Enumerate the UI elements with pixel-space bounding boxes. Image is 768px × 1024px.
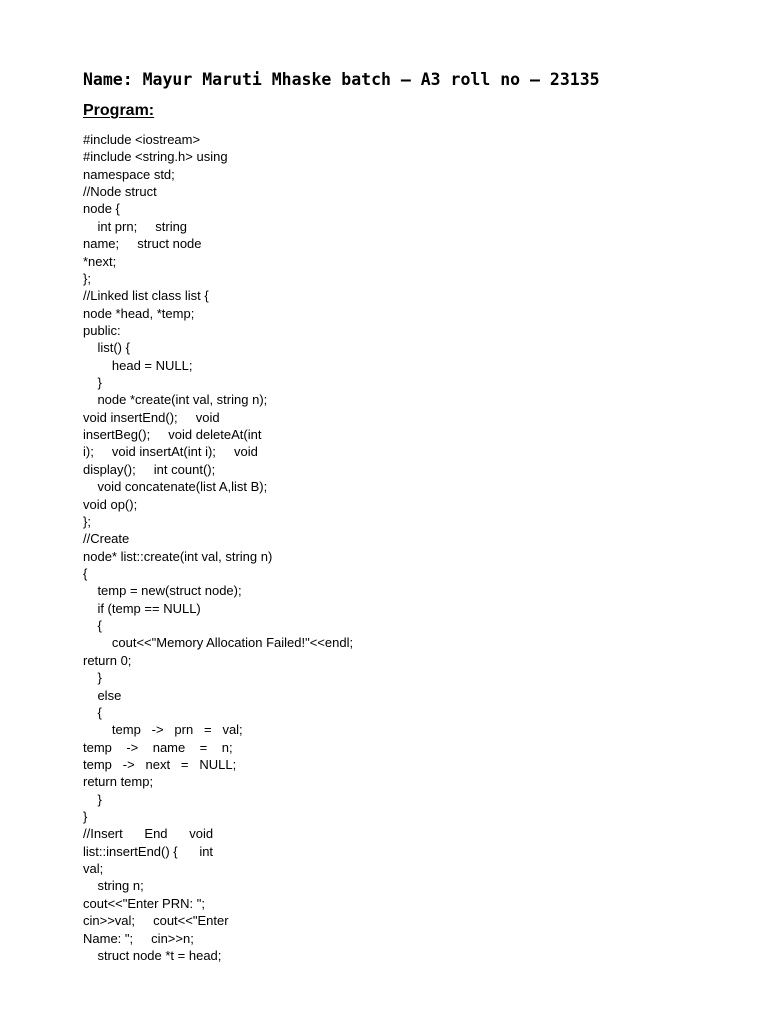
code-line: temp -> next = NULL;	[83, 756, 237, 772]
code-line: public:	[83, 322, 121, 338]
code-line: int prn; string	[83, 218, 188, 234]
code-line: temp -> name = n;	[83, 739, 233, 755]
code-line: node *head, *temp;	[83, 305, 195, 321]
code-line: if (temp == NULL)	[83, 600, 201, 616]
code-line: else	[83, 687, 122, 703]
code-line: return 0;	[83, 652, 132, 668]
code-line: {	[83, 618, 102, 634]
code-line: namespace std;	[83, 166, 175, 182]
code-line: };	[83, 270, 91, 286]
code-line: head = NULL;	[83, 357, 193, 373]
code-line: {	[83, 565, 88, 581]
code-line: node* list::create(int val, string n)	[83, 548, 273, 564]
code-line: void insertEnd(); void	[83, 409, 220, 425]
code-line: #include <iostream>	[83, 132, 201, 147]
code-line: void concatenate(list A,list B);	[83, 479, 268, 495]
code-line: node *create(int val, string n);	[83, 392, 268, 408]
code-line: display(); int count();	[83, 461, 216, 477]
code-line: #include <string.h> using	[83, 149, 228, 165]
code-line: }	[83, 809, 88, 825]
code-line: {	[83, 704, 102, 720]
code-line: name; struct node	[83, 236, 202, 252]
code-line: *next;	[83, 253, 117, 269]
code-line: temp -> prn = val;	[83, 722, 243, 738]
code-line: Name: "; cin>>n;	[83, 930, 194, 946]
code-line: cout<<"Enter PRN: ";	[83, 895, 205, 911]
program-code	[83, 131, 353, 964]
code-line: i); void insertAt(int i); void	[83, 444, 258, 460]
code-line: string n;	[83, 878, 144, 894]
code-line: void op();	[83, 496, 138, 512]
code-line: cin>>val; cout<<"Enter	[83, 913, 229, 929]
code-line: //Create	[83, 531, 130, 547]
code-line: }	[83, 670, 102, 686]
code-line: return temp;	[83, 774, 154, 790]
code-line: temp = new(struct node);	[83, 583, 242, 599]
code-line: cout<<"Memory Allocation Failed!"<<endl;	[83, 635, 354, 651]
code-line: val;	[83, 861, 104, 877]
code-line: //Node struct	[83, 184, 157, 200]
code-line: insertBeg(); void deleteAt(int	[83, 427, 262, 443]
code-line: }	[83, 791, 102, 807]
code-line: struct node *t = head;	[83, 947, 222, 963]
code-line: //Linked list class list {	[83, 288, 209, 304]
code-line: list() {	[83, 340, 130, 356]
code-line: }	[83, 375, 102, 391]
code-line: };	[83, 513, 91, 529]
program-heading: Program:	[83, 102, 155, 119]
code-line: //Insert End void	[83, 826, 214, 842]
student-header: Name: Mayur Maruti Mhaske batch – A3 roll no – 23135	[83, 70, 600, 89]
code-line: node {	[83, 201, 120, 217]
code-line: list::insertEnd() { int	[83, 843, 214, 859]
